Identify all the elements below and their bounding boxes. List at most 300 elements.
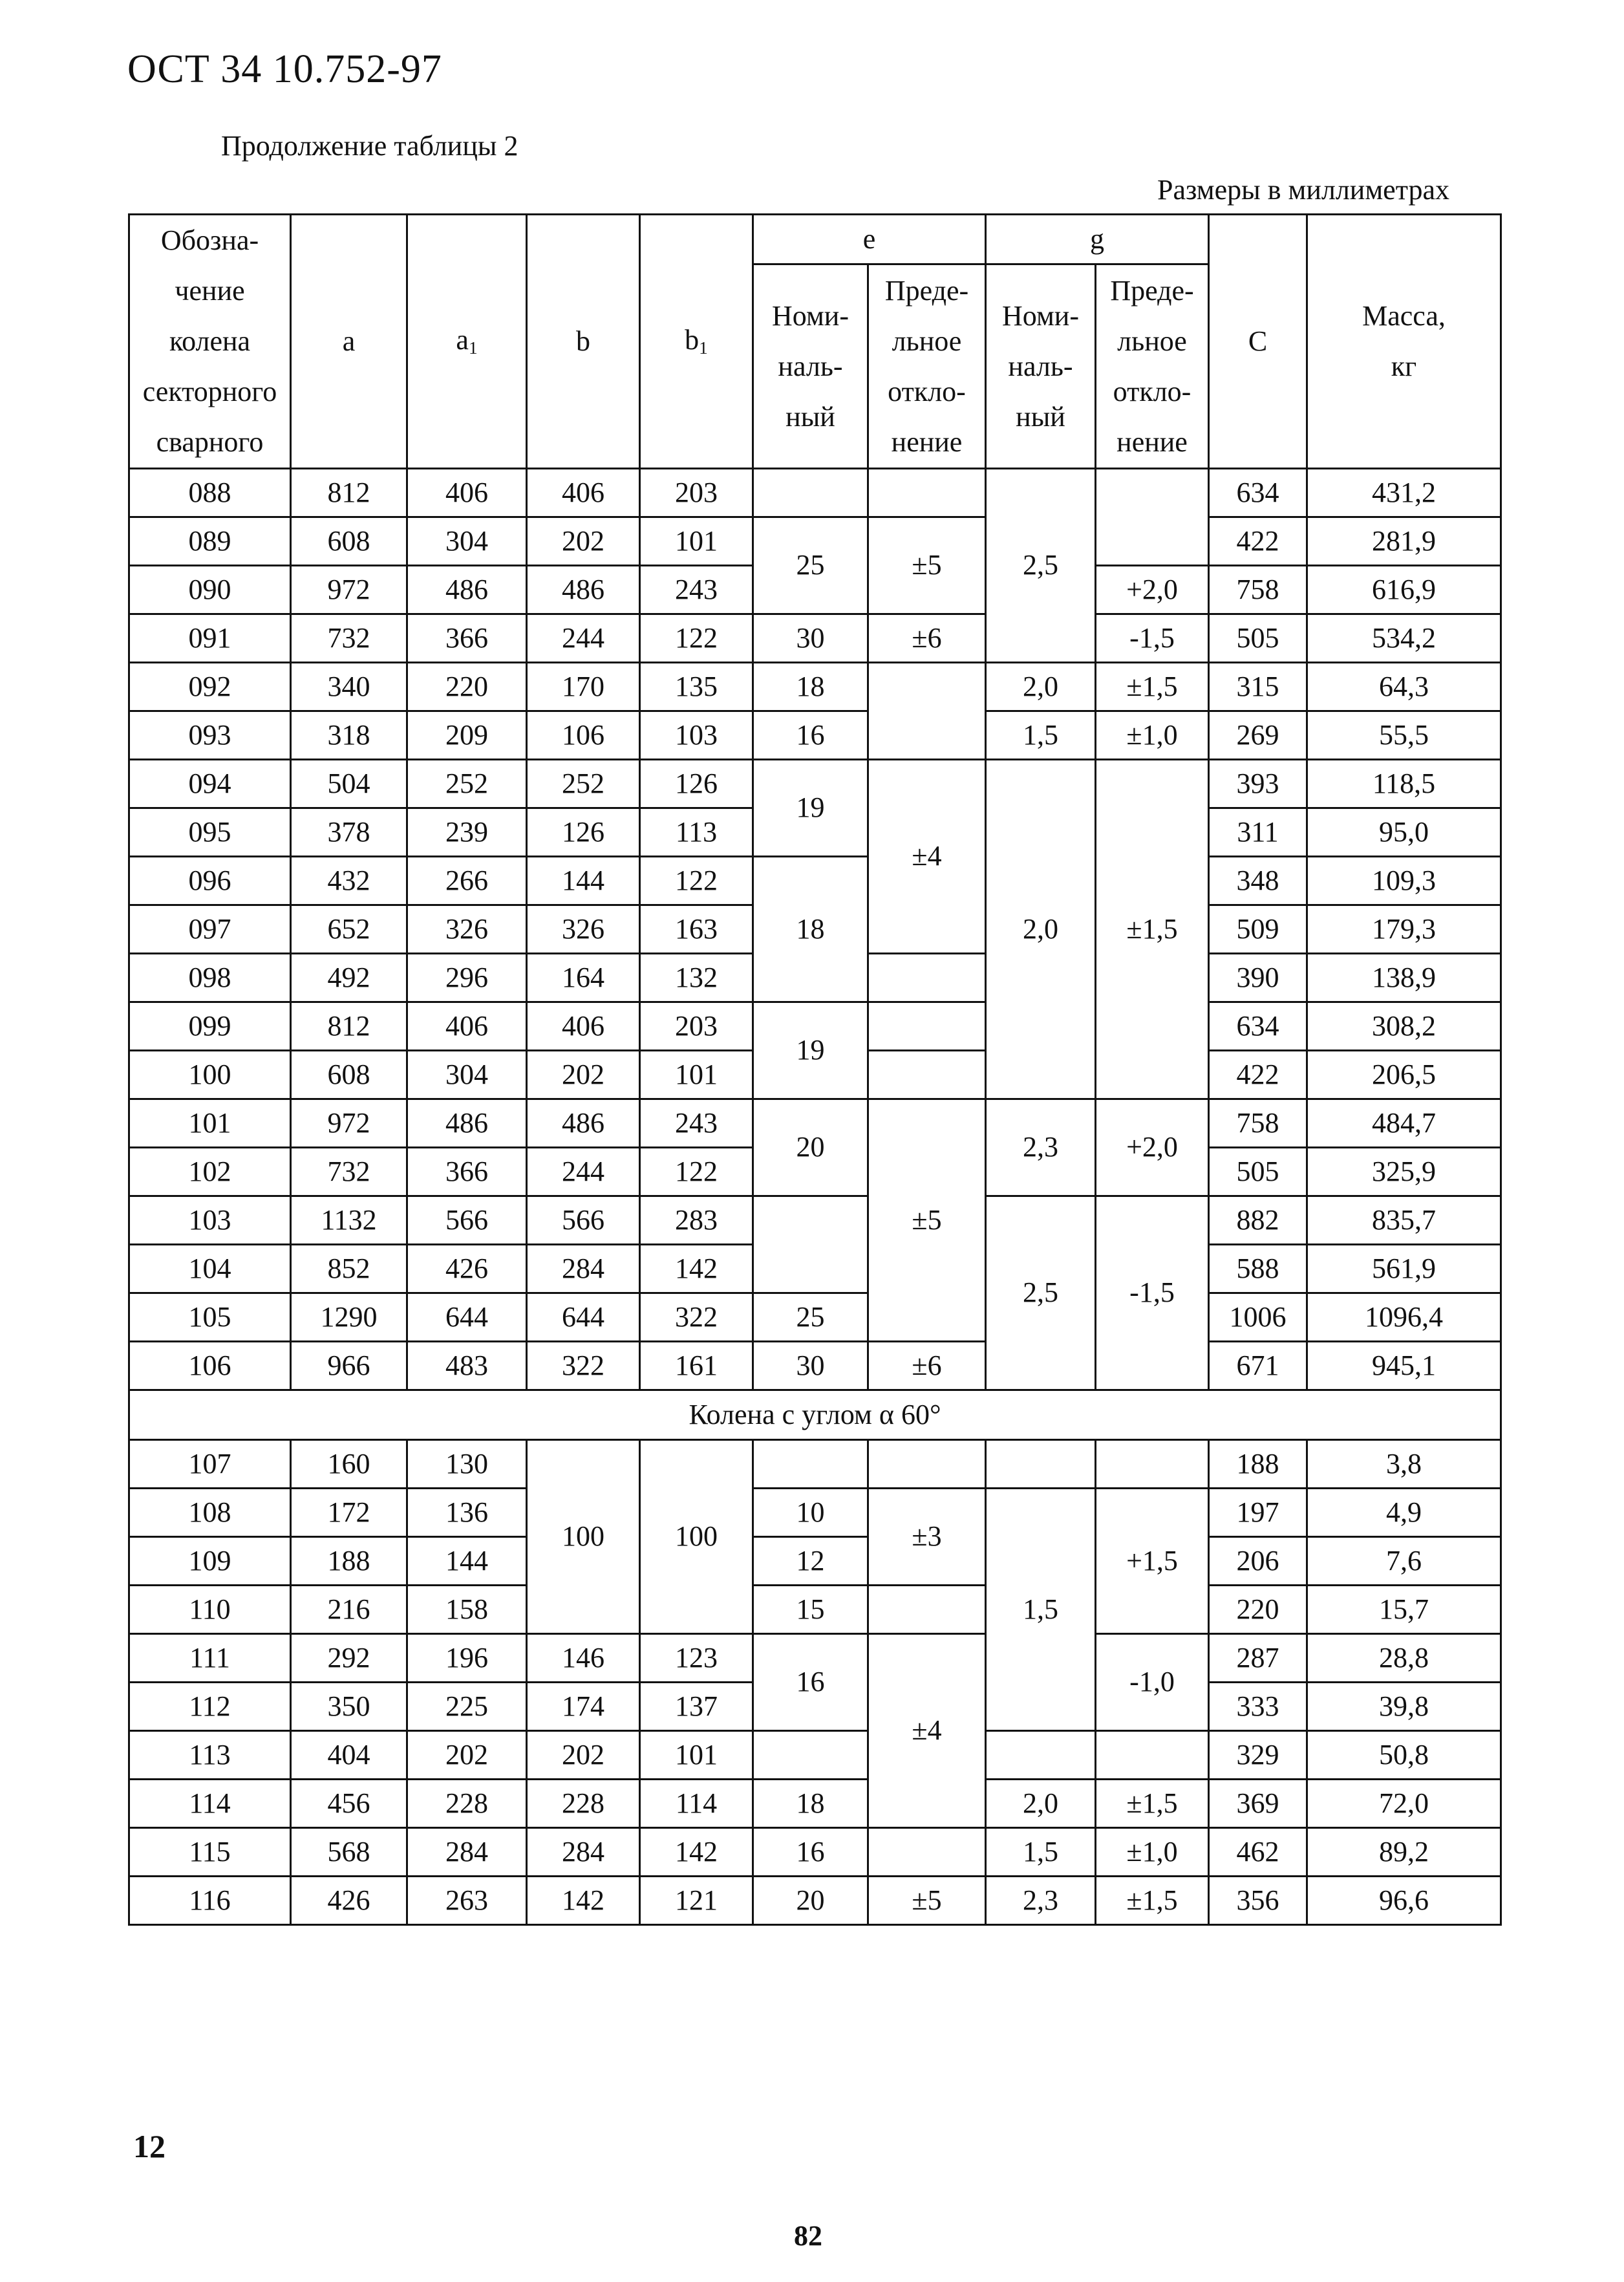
cell-e-tolerance bbox=[868, 954, 986, 1002]
cell-b1: 123 bbox=[640, 1634, 753, 1683]
header-c: C bbox=[1209, 215, 1307, 469]
cell-b1: 114 bbox=[640, 1780, 753, 1828]
header-g: g bbox=[986, 215, 1209, 264]
cell-a: 426 bbox=[291, 1877, 407, 1925]
cell-mass: 28,8 bbox=[1307, 1634, 1501, 1683]
cell-c: 1006 bbox=[1209, 1293, 1307, 1342]
cell-b1: 203 bbox=[640, 1002, 753, 1051]
cell-mass: 179,3 bbox=[1307, 905, 1501, 954]
cell-mass: 7,6 bbox=[1307, 1537, 1501, 1586]
cell-g-nominal: 2,3 bbox=[986, 1877, 1096, 1925]
cell-a: 492 bbox=[291, 954, 407, 1002]
cell-a: 404 bbox=[291, 1731, 407, 1780]
cell-b: 244 bbox=[527, 614, 640, 663]
cell-e-nominal: 30 bbox=[753, 1342, 868, 1390]
cell-designation: 109 bbox=[129, 1537, 291, 1586]
cell-a: 608 bbox=[291, 517, 407, 566]
cell-a1: 366 bbox=[407, 1148, 527, 1196]
cell-designation: 102 bbox=[129, 1148, 291, 1196]
cell-designation: 110 bbox=[129, 1586, 291, 1634]
cell-c: 315 bbox=[1209, 663, 1307, 711]
table-row bbox=[129, 1196, 1501, 1245]
cell-designation: 105 bbox=[129, 1293, 291, 1342]
cell-a: 504 bbox=[291, 760, 407, 808]
cell-b: 326 bbox=[527, 905, 640, 954]
cell-e-nominal: 16 bbox=[753, 711, 868, 760]
cell-designation: 091 bbox=[129, 614, 291, 663]
cell-mass: 534,2 bbox=[1307, 614, 1501, 663]
cell-mass: 281,9 bbox=[1307, 517, 1501, 566]
cell-e-nominal: 16 bbox=[753, 1634, 868, 1731]
cell-e-nominal: 20 bbox=[753, 1099, 868, 1196]
cell-g-nominal: 2,0 bbox=[986, 1780, 1096, 1828]
cell-b1: 243 bbox=[640, 1099, 753, 1148]
cell-mass: 64,3 bbox=[1307, 663, 1501, 711]
cell-designation: 101 bbox=[129, 1099, 291, 1148]
table-row bbox=[129, 1877, 1501, 1925]
cell-a1: 304 bbox=[407, 1051, 527, 1099]
cell-designation: 112 bbox=[129, 1683, 291, 1731]
cell-e-nominal: 19 bbox=[753, 1002, 868, 1099]
cell-e-nominal: 20 bbox=[753, 1877, 868, 1925]
cell-designation: 100 bbox=[129, 1051, 291, 1099]
table-row bbox=[129, 1489, 1501, 1537]
cell-mass: 616,9 bbox=[1307, 566, 1501, 614]
cell-b: 100 bbox=[527, 1440, 640, 1634]
cell-a: 1290 bbox=[291, 1293, 407, 1342]
cell-mass: 325,9 bbox=[1307, 1148, 1501, 1196]
cell-designation: 093 bbox=[129, 711, 291, 760]
cell-b: 228 bbox=[527, 1780, 640, 1828]
cell-c: 505 bbox=[1209, 1148, 1307, 1196]
cell-e-tolerance bbox=[868, 1051, 986, 1099]
header-b1: b1 bbox=[640, 215, 753, 469]
cell-c: 269 bbox=[1209, 711, 1307, 760]
cell-a1: 284 bbox=[407, 1828, 527, 1877]
cell-e-nominal: 12 bbox=[753, 1537, 868, 1586]
cell-designation: 098 bbox=[129, 954, 291, 1002]
cell-a1: 209 bbox=[407, 711, 527, 760]
cell-a: 378 bbox=[291, 808, 407, 857]
cell-g-tolerance: ±1,5 bbox=[1096, 1877, 1209, 1925]
cell-b: 644 bbox=[527, 1293, 640, 1342]
cell-e-tolerance bbox=[868, 1002, 986, 1051]
cell-c: 393 bbox=[1209, 760, 1307, 808]
cell-c: 206 bbox=[1209, 1537, 1307, 1586]
cell-e-tolerance: ±6 bbox=[868, 1342, 986, 1390]
cell-g-nominal bbox=[986, 1731, 1096, 1780]
cell-b: 486 bbox=[527, 566, 640, 614]
cell-e-nominal: 25 bbox=[753, 1293, 868, 1342]
cell-g-nominal: 1,5 bbox=[986, 1489, 1096, 1731]
cell-a1: 566 bbox=[407, 1196, 527, 1245]
dimensions-table bbox=[128, 213, 1502, 1926]
cell-b1: 100 bbox=[640, 1440, 753, 1634]
cell-designation: 099 bbox=[129, 1002, 291, 1051]
cell-e-nominal: 18 bbox=[753, 1780, 868, 1828]
cell-e-nominal bbox=[753, 1731, 868, 1780]
cell-b: 142 bbox=[527, 1877, 640, 1925]
cell-designation: 106 bbox=[129, 1342, 291, 1390]
cell-a1: 130 bbox=[407, 1440, 527, 1489]
cell-b: 406 bbox=[527, 1002, 640, 1051]
page-number-left: 12 bbox=[133, 2128, 166, 2164]
table-row bbox=[129, 857, 1501, 905]
header-a: a bbox=[291, 215, 407, 469]
cell-b1: 283 bbox=[640, 1196, 753, 1245]
cell-c: 188 bbox=[1209, 1440, 1307, 1489]
cell-designation: 104 bbox=[129, 1245, 291, 1293]
cell-b1: 113 bbox=[640, 808, 753, 857]
table-row bbox=[129, 1099, 1501, 1148]
cell-g-nominal bbox=[986, 1440, 1096, 1489]
cell-a: 732 bbox=[291, 1148, 407, 1196]
cell-b: 284 bbox=[527, 1828, 640, 1877]
cell-c: 369 bbox=[1209, 1780, 1307, 1828]
cell-a: 292 bbox=[291, 1634, 407, 1683]
cell-b1: 122 bbox=[640, 1148, 753, 1196]
cell-g-tolerance: ±1,5 bbox=[1096, 760, 1209, 1099]
cell-designation: 108 bbox=[129, 1489, 291, 1537]
cell-a1: 296 bbox=[407, 954, 527, 1002]
cell-designation: 090 bbox=[129, 566, 291, 614]
cell-mass: 50,8 bbox=[1307, 1731, 1501, 1780]
table-row bbox=[129, 1634, 1501, 1683]
cell-e-nominal: 19 bbox=[753, 760, 868, 857]
cell-e-nominal bbox=[753, 1196, 868, 1293]
cell-mass: 138,9 bbox=[1307, 954, 1501, 1002]
cell-c: 509 bbox=[1209, 905, 1307, 954]
cell-b: 406 bbox=[527, 469, 640, 517]
cell-g-nominal: 2,3 bbox=[986, 1099, 1096, 1196]
cell-a: 972 bbox=[291, 566, 407, 614]
cell-a: 812 bbox=[291, 469, 407, 517]
cell-a1: 202 bbox=[407, 1731, 527, 1780]
cell-c: 671 bbox=[1209, 1342, 1307, 1390]
cell-a1: 406 bbox=[407, 469, 527, 517]
cell-a1: 228 bbox=[407, 1780, 527, 1828]
cell-designation: 114 bbox=[129, 1780, 291, 1828]
cell-g-tolerance: -1,0 bbox=[1096, 1634, 1209, 1731]
cell-e-nominal bbox=[753, 1440, 868, 1489]
header-b: b bbox=[527, 215, 640, 469]
cell-mass: 72,0 bbox=[1307, 1780, 1501, 1828]
cell-g-nominal: 1,5 bbox=[986, 1828, 1096, 1877]
cell-b: 284 bbox=[527, 1245, 640, 1293]
cell-a: 966 bbox=[291, 1342, 407, 1390]
cell-a1: 266 bbox=[407, 857, 527, 905]
table-row bbox=[129, 1342, 1501, 1390]
cell-designation: 092 bbox=[129, 663, 291, 711]
cell-designation: 111 bbox=[129, 1634, 291, 1683]
cell-b: 202 bbox=[527, 517, 640, 566]
cell-mass: 39,8 bbox=[1307, 1683, 1501, 1731]
cell-g-tolerance: -1,5 bbox=[1096, 614, 1209, 663]
units-label: Размеры в миллиметрах bbox=[1157, 174, 1449, 206]
cell-a: 812 bbox=[291, 1002, 407, 1051]
cell-g-tolerance: ±1,0 bbox=[1096, 1828, 1209, 1877]
table-row bbox=[129, 1537, 1501, 1586]
cell-e-nominal bbox=[753, 469, 868, 517]
cell-mass: 561,9 bbox=[1307, 1245, 1501, 1293]
cell-g-tolerance: ±1,0 bbox=[1096, 711, 1209, 760]
cell-g-nominal: 2,0 bbox=[986, 760, 1096, 1099]
cell-designation: 113 bbox=[129, 1731, 291, 1780]
cell-a1: 366 bbox=[407, 614, 527, 663]
cell-a: 216 bbox=[291, 1586, 407, 1634]
cell-b: 252 bbox=[527, 760, 640, 808]
cell-a1: 426 bbox=[407, 1245, 527, 1293]
cell-a1: 196 bbox=[407, 1634, 527, 1683]
cell-mass: 945,1 bbox=[1307, 1342, 1501, 1390]
cell-e-nominal: 18 bbox=[753, 663, 868, 711]
cell-c: 390 bbox=[1209, 954, 1307, 1002]
cell-g-nominal: 2,5 bbox=[986, 1196, 1096, 1390]
cell-b1: 137 bbox=[640, 1683, 753, 1731]
cell-b1: 203 bbox=[640, 469, 753, 517]
table-row bbox=[129, 1440, 1501, 1489]
cell-mass: 484,7 bbox=[1307, 1099, 1501, 1148]
header-designation: Обозна- чение колена секторного сварного bbox=[129, 215, 291, 469]
cell-b1: 122 bbox=[640, 857, 753, 905]
cell-designation: 107 bbox=[129, 1440, 291, 1489]
cell-e-tolerance: ±5 bbox=[868, 517, 986, 614]
cell-b: 106 bbox=[527, 711, 640, 760]
cell-mass: 3,8 bbox=[1307, 1440, 1501, 1489]
cell-g-nominal: 1,5 bbox=[986, 711, 1096, 760]
cell-a1: 263 bbox=[407, 1877, 527, 1925]
cell-b1: 163 bbox=[640, 905, 753, 954]
cell-g-tolerance bbox=[1096, 1440, 1209, 1489]
cell-a: 172 bbox=[291, 1489, 407, 1537]
cell-c: 220 bbox=[1209, 1586, 1307, 1634]
cell-b1: 142 bbox=[640, 1245, 753, 1293]
cell-c: 197 bbox=[1209, 1489, 1307, 1537]
cell-a: 160 bbox=[291, 1440, 407, 1489]
cell-c: 634 bbox=[1209, 469, 1307, 517]
cell-e-tolerance: ±3 bbox=[868, 1489, 986, 1586]
cell-b: 170 bbox=[527, 663, 640, 711]
cell-mass: 308,2 bbox=[1307, 1002, 1501, 1051]
cell-a1: 486 bbox=[407, 1099, 527, 1148]
header-e-tolerance: Преде- льное откло- нение bbox=[868, 264, 986, 469]
cell-mass: 55,5 bbox=[1307, 711, 1501, 760]
cell-c: 758 bbox=[1209, 566, 1307, 614]
cell-g-tolerance: +2,0 bbox=[1096, 1099, 1209, 1196]
cell-c: 422 bbox=[1209, 517, 1307, 566]
cell-c: 329 bbox=[1209, 1731, 1307, 1780]
cell-a1: 486 bbox=[407, 566, 527, 614]
cell-e-tolerance: ±4 bbox=[868, 1634, 986, 1828]
cell-e-nominal: 15 bbox=[753, 1586, 868, 1634]
cell-b: 164 bbox=[527, 954, 640, 1002]
cell-b: 244 bbox=[527, 1148, 640, 1196]
table-row bbox=[129, 760, 1501, 808]
cell-a1: 644 bbox=[407, 1293, 527, 1342]
cell-e-tolerance: ±5 bbox=[868, 1877, 986, 1925]
cell-c: 311 bbox=[1209, 808, 1307, 857]
cell-g-tolerance bbox=[1096, 469, 1209, 566]
cell-a1: 326 bbox=[407, 905, 527, 954]
cell-c: 333 bbox=[1209, 1683, 1307, 1731]
header-a1: a1 bbox=[407, 215, 527, 469]
document-code: ОСТ 34 10.752-97 bbox=[127, 47, 442, 91]
cell-b: 174 bbox=[527, 1683, 640, 1731]
cell-designation: 096 bbox=[129, 857, 291, 905]
cell-mass: 15,7 bbox=[1307, 1586, 1501, 1634]
section-title-60-deg: Колена с углом α 60° bbox=[129, 1390, 1501, 1440]
page-number-bottom: 82 bbox=[794, 2220, 822, 2252]
cell-g-nominal: 2,0 bbox=[986, 663, 1096, 711]
cell-a: 188 bbox=[291, 1537, 407, 1586]
cell-a1: 225 bbox=[407, 1683, 527, 1731]
cell-a: 432 bbox=[291, 857, 407, 905]
cell-a: 456 bbox=[291, 1780, 407, 1828]
cell-a: 852 bbox=[291, 1245, 407, 1293]
cell-a: 350 bbox=[291, 1683, 407, 1731]
cell-c: 356 bbox=[1209, 1877, 1307, 1925]
cell-b1: 322 bbox=[640, 1293, 753, 1342]
cell-b: 202 bbox=[527, 1051, 640, 1099]
cell-c: 422 bbox=[1209, 1051, 1307, 1099]
cell-mass: 4,9 bbox=[1307, 1489, 1501, 1537]
cell-c: 348 bbox=[1209, 857, 1307, 905]
table-row bbox=[129, 614, 1501, 663]
cell-g-nominal: 2,5 bbox=[986, 469, 1096, 663]
cell-e-nominal: 30 bbox=[753, 614, 868, 663]
header-g-tolerance: Преде- льное откло- нение bbox=[1096, 264, 1209, 469]
cell-mass: 89,2 bbox=[1307, 1828, 1501, 1877]
cell-mass: 1096,4 bbox=[1307, 1293, 1501, 1342]
cell-e-tolerance: ±4 bbox=[868, 760, 986, 954]
cell-designation: 095 bbox=[129, 808, 291, 857]
cell-e-tolerance bbox=[868, 1586, 986, 1634]
cell-b1: 101 bbox=[640, 1731, 753, 1780]
cell-b1: 101 bbox=[640, 517, 753, 566]
cell-b: 486 bbox=[527, 1099, 640, 1148]
cell-a1: 304 bbox=[407, 517, 527, 566]
cell-a1: 144 bbox=[407, 1537, 527, 1586]
cell-b: 144 bbox=[527, 857, 640, 905]
cell-b1: 142 bbox=[640, 1828, 753, 1877]
cell-designation: 103 bbox=[129, 1196, 291, 1245]
cell-g-tolerance: +1,5 bbox=[1096, 1489, 1209, 1634]
cell-c: 758 bbox=[1209, 1099, 1307, 1148]
cell-b1: 243 bbox=[640, 566, 753, 614]
cell-b: 202 bbox=[527, 1731, 640, 1780]
table-row bbox=[129, 469, 1501, 517]
cell-mass: 96,6 bbox=[1307, 1877, 1501, 1925]
cell-e-nominal: 10 bbox=[753, 1489, 868, 1537]
cell-g-tolerance: -1,5 bbox=[1096, 1196, 1209, 1390]
cell-a1: 136 bbox=[407, 1489, 527, 1537]
cell-b1: 121 bbox=[640, 1877, 753, 1925]
cell-mass: 206,5 bbox=[1307, 1051, 1501, 1099]
cell-mass: 109,3 bbox=[1307, 857, 1501, 905]
cell-e-nominal: 16 bbox=[753, 1828, 868, 1877]
table-row bbox=[129, 517, 1501, 566]
cell-b: 566 bbox=[527, 1196, 640, 1245]
cell-b: 322 bbox=[527, 1342, 640, 1390]
table-row bbox=[129, 1002, 1501, 1051]
table-row bbox=[129, 1731, 1501, 1780]
table-row bbox=[129, 711, 1501, 760]
cell-a1: 252 bbox=[407, 760, 527, 808]
cell-a: 972 bbox=[291, 1099, 407, 1148]
cell-g-tolerance: ±1,5 bbox=[1096, 663, 1209, 711]
cell-a: 340 bbox=[291, 663, 407, 711]
cell-b1: 132 bbox=[640, 954, 753, 1002]
table-row bbox=[129, 1828, 1501, 1877]
cell-b: 146 bbox=[527, 1634, 640, 1683]
table-row bbox=[129, 663, 1501, 711]
cell-e-tolerance bbox=[868, 1828, 986, 1877]
cell-designation: 115 bbox=[129, 1828, 291, 1877]
cell-c: 882 bbox=[1209, 1196, 1307, 1245]
cell-mass: 835,7 bbox=[1307, 1196, 1501, 1245]
cell-a1: 406 bbox=[407, 1002, 527, 1051]
cell-c: 505 bbox=[1209, 614, 1307, 663]
cell-b1: 135 bbox=[640, 663, 753, 711]
table-row bbox=[129, 1293, 1501, 1342]
cell-c: 634 bbox=[1209, 1002, 1307, 1051]
cell-mass: 118,5 bbox=[1307, 760, 1501, 808]
cell-b1: 101 bbox=[640, 1051, 753, 1099]
cell-g-tolerance bbox=[1096, 1731, 1209, 1780]
cell-c: 287 bbox=[1209, 1634, 1307, 1683]
cell-a: 732 bbox=[291, 614, 407, 663]
cell-a1: 239 bbox=[407, 808, 527, 857]
cell-c: 588 bbox=[1209, 1245, 1307, 1293]
cell-b1: 161 bbox=[640, 1342, 753, 1390]
cell-g-tolerance: ±1,5 bbox=[1096, 1780, 1209, 1828]
cell-mass: 95,0 bbox=[1307, 808, 1501, 857]
table-row bbox=[129, 1586, 1501, 1634]
cell-designation: 097 bbox=[129, 905, 291, 954]
cell-a: 652 bbox=[291, 905, 407, 954]
cell-designation: 094 bbox=[129, 760, 291, 808]
cell-e-tolerance: ±5 bbox=[868, 1099, 986, 1342]
cell-a1: 158 bbox=[407, 1586, 527, 1634]
cell-designation: 116 bbox=[129, 1877, 291, 1925]
cell-a: 1132 bbox=[291, 1196, 407, 1245]
cell-b1: 103 bbox=[640, 711, 753, 760]
cell-a1: 483 bbox=[407, 1342, 527, 1390]
header-e-nominal: Номи- наль- ный bbox=[753, 264, 868, 469]
cell-e-tolerance: ±6 bbox=[868, 614, 986, 663]
cell-mass: 431,2 bbox=[1307, 469, 1501, 517]
table-continuation-label: Продолжение таблицы 2 bbox=[221, 130, 518, 162]
cell-b1: 122 bbox=[640, 614, 753, 663]
cell-e-tolerance bbox=[868, 1440, 986, 1489]
header-e: e bbox=[753, 215, 986, 264]
cell-e-nominal: 25 bbox=[753, 517, 868, 614]
cell-e-nominal: 18 bbox=[753, 857, 868, 1002]
cell-c: 462 bbox=[1209, 1828, 1307, 1877]
cell-a: 608 bbox=[291, 1051, 407, 1099]
cell-e-tolerance bbox=[868, 663, 986, 760]
cell-designation: 088 bbox=[129, 469, 291, 517]
cell-b1: 126 bbox=[640, 760, 753, 808]
cell-designation: 089 bbox=[129, 517, 291, 566]
cell-a: 318 bbox=[291, 711, 407, 760]
cell-e-tolerance bbox=[868, 469, 986, 517]
cell-a: 568 bbox=[291, 1828, 407, 1877]
cell-b: 126 bbox=[527, 808, 640, 857]
cell-a1: 220 bbox=[407, 663, 527, 711]
table-row bbox=[129, 1780, 1501, 1828]
cell-g-tolerance: +2,0 bbox=[1096, 566, 1209, 614]
